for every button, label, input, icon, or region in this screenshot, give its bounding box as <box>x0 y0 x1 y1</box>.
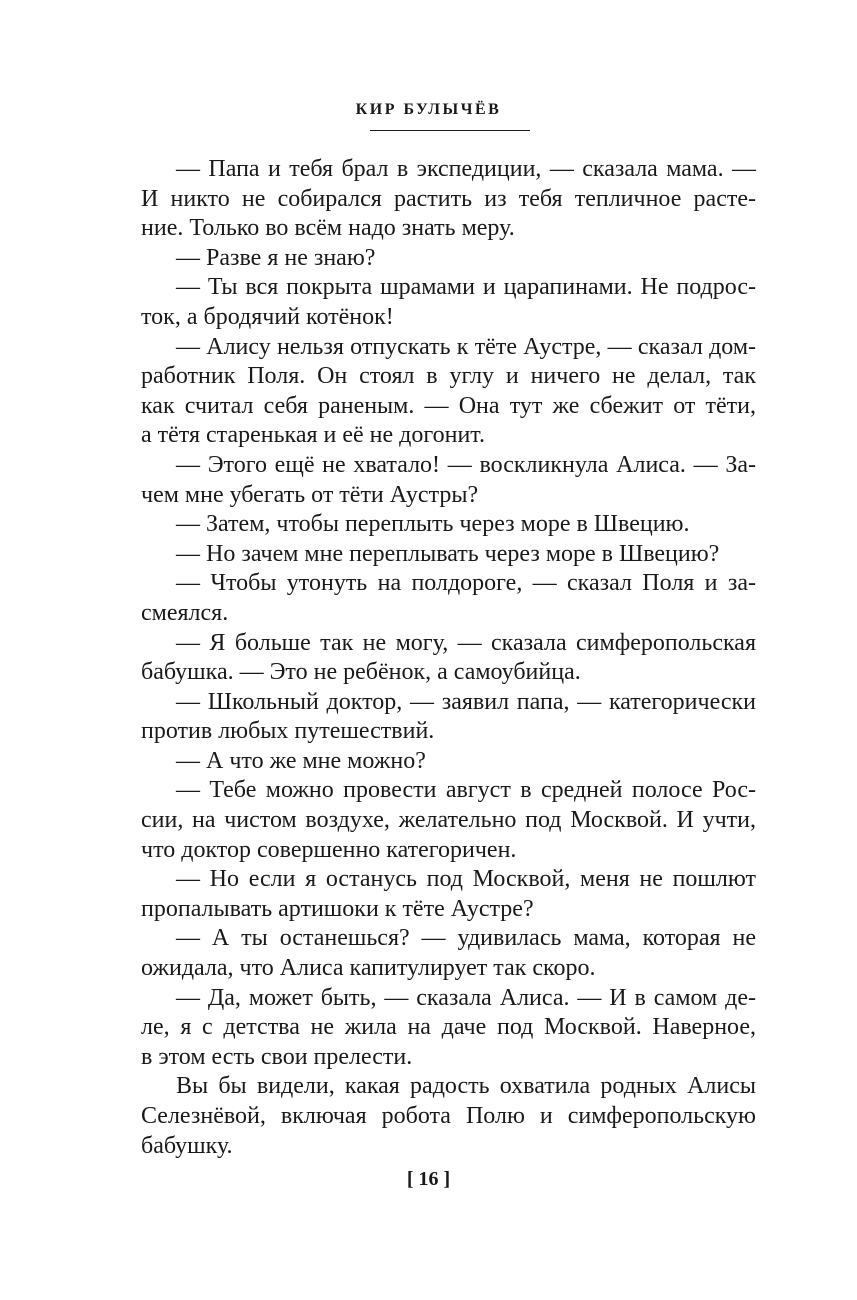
paragraph <box>141 776 756 865</box>
paragraph <box>141 273 756 332</box>
paragraph <box>141 155 756 244</box>
text-line: — Затем, чтобы переплыть через море в Швецию. <box>176 511 690 538</box>
text-line: — Этого ещё не хватало! — воскликнула Алиса. — За- <box>176 451 756 478</box>
text-line: — А что же мне можно? <box>176 747 426 774</box>
text-line: — Но если я останусь под Москвой, меня не пошлют <box>176 866 756 893</box>
text-line: — Тебе можно провести август в средней полосе Рос- <box>176 777 756 804</box>
body-text <box>141 155 756 1161</box>
text-line: чем мне убегать от тёти Аустры? <box>141 481 479 508</box>
paragraph <box>141 984 756 1073</box>
paragraph <box>141 924 756 983</box>
text-line: — Но зачем мне переплывать через море в Швецию? <box>176 540 720 567</box>
paragraph <box>141 244 756 274</box>
paragraph <box>141 688 756 747</box>
text-line: — А ты останешься? — удивилась мама, которая не <box>176 925 756 952</box>
text-line: как считал себя раненым. — Она тут же сбежит от тёти, <box>141 392 756 419</box>
text-line: бабушка. — Это не ребёнок, а самоубийца. <box>141 659 581 686</box>
text-line: что доктор совершенно категоричен. <box>141 836 517 863</box>
page-number: [ 16 ] <box>406 1168 451 1190</box>
text-line: против любых путешествий. <box>141 718 435 745</box>
text-line: ле, я с детства не жила на даче под Москвой. Наверное, <box>141 1014 756 1041</box>
paragraph <box>141 865 756 924</box>
text-line: работник Поля. Он стоял в углу и ничего не делал, так <box>141 363 756 390</box>
text-line: И никто не собирался растить из тебя тепличное расте- <box>141 185 756 212</box>
header-rule <box>370 130 530 131</box>
text-line: бабушку. <box>141 1132 233 1159</box>
paragraph <box>141 569 756 628</box>
text-line: — Папа и тебя брал в экспедиции, — сказала мама. — <box>176 156 756 182</box>
text-line: сии, на чистом воздухе, желательно под Москвой. И учти, <box>141 807 756 834</box>
text-line: смеялся. <box>141 599 229 626</box>
paragraph <box>141 510 756 540</box>
text-line: — Алису нельзя отпускать к тёте Аустре, — сказал дом- <box>176 333 756 360</box>
text-line: — Разве я не знаю? <box>176 244 376 271</box>
text-line: ожидала, что Алиса капитулирует так скоро. <box>141 955 596 982</box>
paragraph <box>141 747 756 777</box>
text-line: ние. Только во всём надо знать меру. <box>141 215 515 242</box>
text-line: — Я больше так не могу, — сказала симферопольская <box>176 629 756 656</box>
paragraph <box>141 1072 756 1161</box>
text-line: — Школьный доктор, — заявил папа, — категорически <box>176 688 756 715</box>
text-line: — Чтобы утонуть на полдороге, — сказал Поля и за- <box>176 570 756 597</box>
text-line: — Ты вся покрыта шрамами и царапинами. Не подрос- <box>176 274 756 301</box>
text-line: пропалывать артишоки к тёте Аустре? <box>141 895 534 922</box>
paragraph <box>141 451 756 510</box>
paragraph <box>141 629 756 688</box>
text-line: ток, а бродячий котёнок! <box>141 303 394 330</box>
running-header: КИР БУЛЫЧЁВ <box>355 101 502 118</box>
text-line: в этом есть свои прелести. <box>141 1043 413 1070</box>
text-line: — Да, может быть, — сказала Алиса. — И в самом де- <box>176 984 756 1011</box>
paragraph <box>141 333 756 451</box>
text-line: Вы бы видели, какая радость охватила родных Алисы <box>176 1073 756 1100</box>
paragraph <box>141 540 756 570</box>
text-line: а тётя старенькая и её не догонит. <box>141 422 485 449</box>
text-line: Селезнёвой, включая робота Полю и симферопольскую <box>141 1103 756 1129</box>
